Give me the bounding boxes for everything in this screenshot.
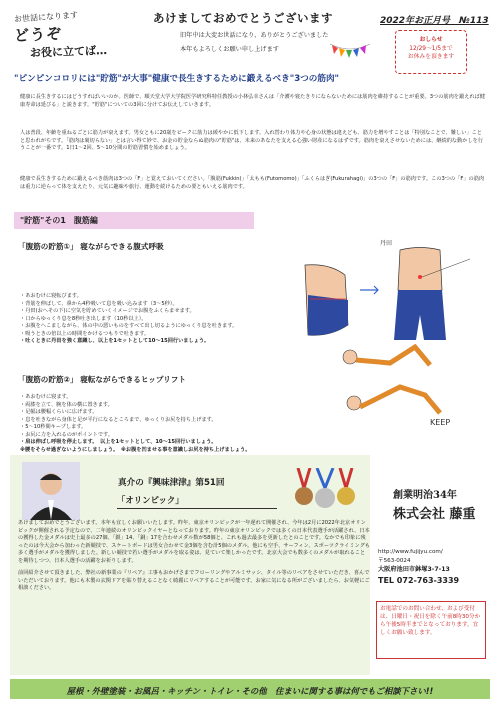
section-header [14, 212, 254, 229]
step: ・お腹をへこましながら、体の中の悪いものをすべて出し切るようにゆっくり息を吐きます。 [20, 323, 238, 330]
column-paragraph-1: あけましておめでとうございます。本年も宜しくお願いいたします。昨年、東京オリンピックが一年遅れて開催され、今年は2月に2022年北京オリンピックが開催される予定なので、二年連続のオリンピックイヤーとなっております。昨年の東京オリンピックでは多くの日本代表選手が活躍され、日本の獲得した金メダルは史上最多の27個、「銀」14、「銅」17を合わせメダル数が58個と、これも過去最多を更新したとのことです。なかでも印象に残ったのは今大会から加わった新競技で、スケートボードは男女合わせて金3個を含む計5個のメダル。他にも空手、サーフィン、スポーツクライミングも多く選手がメダルを獲得しました。新しい競技で若い選手がメダルを取る姿は、見ていて楽しかったです。北京大会でも数多くのメダルが取れることを期待しつつ、日本人選手の活躍をお祈りします。 [18, 520, 370, 564]
step: ・息を吐きながら身体と足が平行になるところまで、ゆっくりお尻を持ち上げます。 [20, 416, 217, 423]
company-url[interactable]: http://www.fujijyu.com/ [378, 549, 443, 555]
article-paragraph-2: 人は普段、年齢を重ねるごとに筋力が衰えます。男女ともに20歳をピークに筋力は緩やかに低下します。入れ替わり体力や心身の状態は違えども、筋力を増やすことは「特別なことで、難しい」ことと思われがちです。「筋肉は裏切らない」とは言い得て妙で、お金の貯金ならぬ筋肉の"貯筋"は、未来のあなたを支える心強い財産になるはずです。筋肉を衰えさせないためには、継続的な動かしを行うことが一番です。1日1～2回、5～10分間の貯筋習慣を始めましょう。 [20, 130, 484, 152]
exercise-1-steps [20, 293, 300, 346]
contact-note [376, 601, 486, 659]
company-tel[interactable]: TEL 072-763-3339 [378, 575, 460, 585]
torso-front-view [394, 248, 470, 341]
step: ・お尻に力を入れるのがポイントです。 [20, 431, 113, 438]
article-paragraph-3: 健康で長生きするために鍛えるべき筋肉は3つの「F」と覚えておいてください。「腹筋(Fukkin)」「太もも(Futomomo)」「ふくらはぎ(Fukurahagi)」の3つの「F」の筋肉です。この3つの「F」の筋肉は重力に逆らって体を支えたり、元気に趣味や旅行、運動を続けるための要ともいえる筋肉です。 [20, 176, 485, 190]
exercise-1-title: 「腹筋の貯筋①」 寝ながらできる腹式呼吸 [18, 242, 164, 251]
company-address: 大阪府池田市鉢塚3-7-13 [378, 566, 450, 574]
new-year-greeting: あけましておめでとうございます [153, 11, 333, 25]
step: ・口からゆっくり息を8秒吐き出します（10秒以上）。 [20, 315, 147, 322]
greeting-line-1: 旧年中は大変お世話になり、ありがとうございました [180, 32, 329, 39]
handwritten-greeting [14, 10, 126, 62]
section-title: "貯筋"その1 腹筋編 [20, 216, 98, 225]
author-photo [22, 462, 80, 520]
article-headline: "ピンピンコロリには"貯筋"が大事"健康で長生きするために鍛えるべき"3つの筋肉" [14, 74, 340, 84]
hand-line-2: どうぞ [13, 24, 63, 45]
hip-lift-illustration [330, 335, 490, 425]
column-body [18, 520, 370, 593]
issue-number: 2022年お正月号 №113 [380, 16, 489, 26]
bunting-icon [330, 40, 370, 70]
company-name: 株式会社 藤重 [393, 507, 476, 522]
company-logo [393, 486, 481, 556]
column-paragraph-2: 前回紹介させて頂きました、弊社の新事業の『リペア』工事もおかげさまでフローリングやアルミサッシ、タイル等のリペアをさせていただき、喜んでいただいております。他にも木製の玄関ドアを貼り替えることなく綺麗にリペアすることが可能です。お家に気になる所がございましたら、お気軽にご相談ください。 [18, 570, 370, 592]
contact-note-text: お電話でのお問い合わせ、および受付は、日曜日・祝日を除く午前8時30分から午後5時半までとなっております。宜しくお願い致します。 [380, 606, 481, 637]
keep-label: KEEP [430, 418, 451, 427]
exercise-2-steps [20, 394, 320, 454]
medals-icon [290, 468, 360, 513]
exercise-2-title: 「腹筋の貯筋②」 寝転ながらできるヒップリフト [18, 375, 186, 384]
step: ・5～10秒間キープします。 [20, 424, 87, 431]
lying-figure [343, 347, 430, 365]
footer-text: 屋根・外壁塗装・お風呂・キッチン・トイレ・その他 住まいに関する事は何でもご相談下さい!! [66, 686, 434, 696]
step: ・肩は伸ばし呼吸を停止します。 以上を1セットとして、10～15回行いましょう。 [20, 439, 217, 446]
arrows-icon [360, 286, 378, 294]
step: ※腰をそらせ過ぎないようにしましょう。 ※お腹を凹ませる事を意識しお尻を持ち上げましょう。 [20, 446, 251, 453]
step: ・両膝を立て、腕を体の横に置きます。 [20, 401, 113, 408]
step: ・吐くときに丹田を強く意識し、以上を1セットとして10～15回行いましょう。 [20, 338, 210, 345]
footer-banner [10, 679, 490, 699]
hand-line-1: お世話になります [13, 10, 79, 24]
notice-text: お休みを頂きます [407, 54, 455, 61]
column-title: 真介の『興味津津』第51回 [118, 478, 225, 488]
company-tagline: 創業明治34年 [393, 490, 457, 501]
torso-side-view [305, 265, 348, 336]
notice-title: おしらせ [419, 37, 443, 43]
hand-line-3: お役に立てば… [29, 43, 108, 60]
step: ・足幅は腰幅くらいに広げます。 [20, 409, 98, 416]
bridge-figure [347, 387, 440, 413]
notice-dates: 12/29～1/5まで [409, 45, 453, 52]
subtitle-underline [117, 508, 277, 509]
column-subtitle: 「オリンピック」 [117, 495, 184, 505]
step: ・背筋を伸ばして、鼻から4秒吸いて息を吸い込みます（3～5秒）。 [20, 300, 178, 307]
step: ・丹田(おへその下)に空気を貯めていくイメージでお腹をふくらませます。 [20, 308, 195, 315]
article-paragraph-1: 健康に長生きするにはどうすればいいのか。医師で、順天堂大学大学院医学研究科特任教授の小林弘幸さんは「介護や寝たきりにならないためには筋肉を維持することが重要。3つの筋肉を鍛えれば健康寿命は延びる」と説きます。"貯筋"についての3回に分けてお伝えしていきます。 [20, 94, 485, 108]
holiday-notice [395, 30, 467, 74]
step: ・あおむけに寝転びます。 [20, 293, 82, 299]
company-postal: 〒563-0024 [378, 557, 411, 564]
tanden-label: 丹田 [380, 240, 393, 247]
step: ・あおむけに寝ます。 [20, 394, 72, 400]
step: ・吸うときの倍以上の時間をかけるつもりで吐きます。 [20, 330, 150, 337]
greeting-line-2: 本年もよろしくお願い申し上げます [180, 46, 279, 53]
company-address-block [378, 548, 459, 587]
